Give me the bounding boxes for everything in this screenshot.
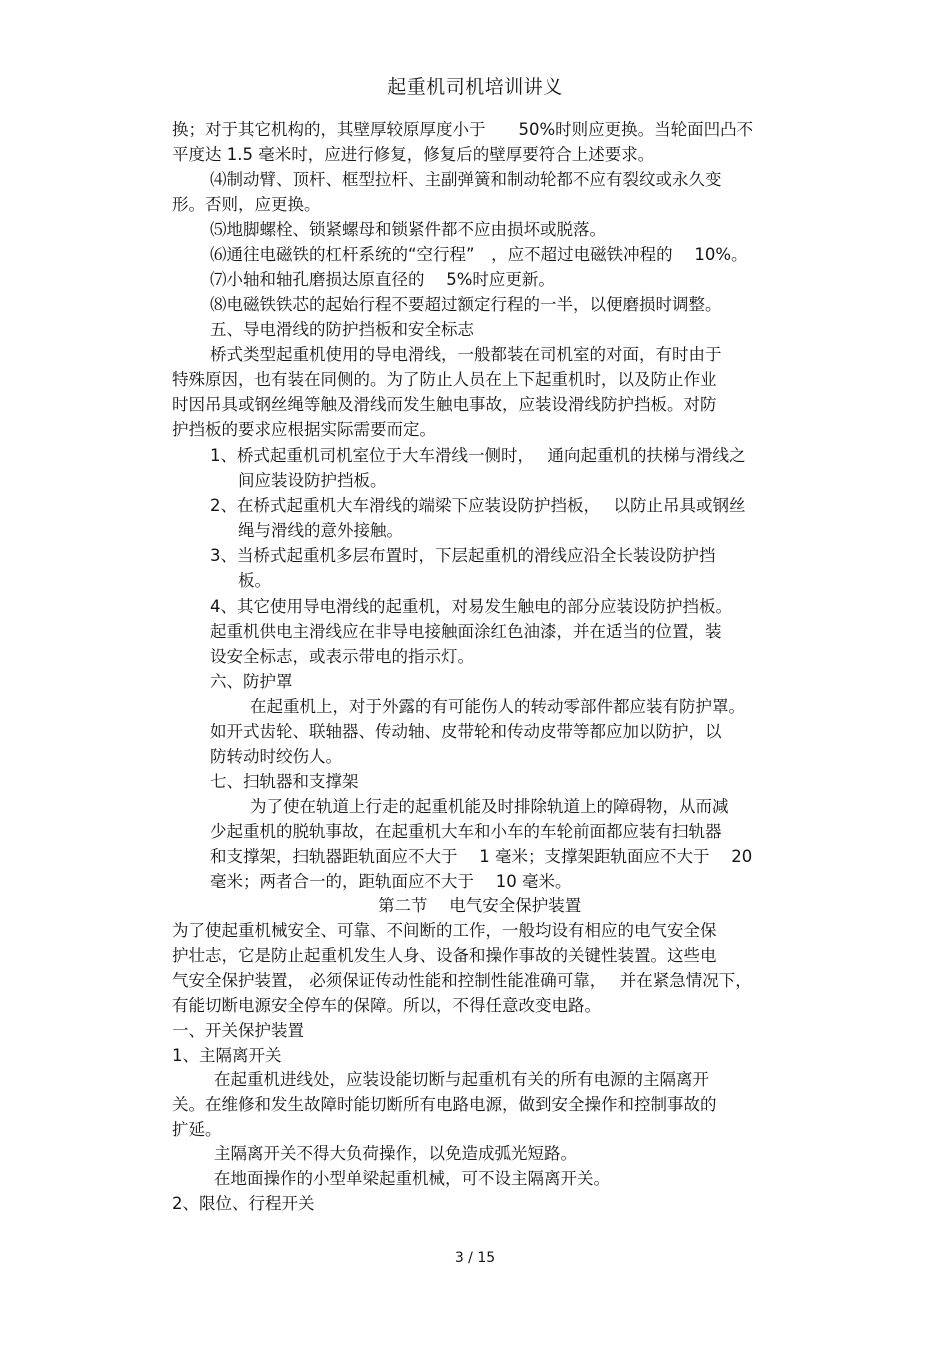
text-line: ⑷制动臂、顶杆、框型拉杆、主副弹簧和制动轮都不应有裂纹或永久变 bbox=[210, 170, 722, 189]
section-heading: 一、开关保护装置 bbox=[172, 1021, 304, 1040]
subsection-heading: 1、主隔离开关 bbox=[172, 1046, 282, 1065]
text-line: 设安全标志，或表示带电的指示灯。 bbox=[210, 647, 474, 666]
text-line: 为了使起重机械安全、可靠、不间断的工作，一般均设有相应的电气安全保 bbox=[172, 921, 717, 940]
text-line: ⑹通往电磁铁的杠杆系统的“空行程” ，应不超过电磁铁冲程的 10%。 bbox=[210, 245, 748, 264]
section-heading: 七、扫轨器和支撑架 bbox=[210, 772, 359, 791]
text-line: 护挡板的要求应根据实际需要而定。 bbox=[172, 420, 436, 439]
text-line: 毫米；两者合一的，距轨面应不大于 10 毫米。 bbox=[210, 872, 572, 891]
text-line: 平度达 1.5 毫米时，应进行修复，修复后的壁厚要符合上述要求。 bbox=[172, 145, 655, 164]
list-item: 1、桥式起重机司机室位于大车滑线一侧时， 通向起重机的扶梯与滑线之 bbox=[210, 446, 746, 465]
list-item: 3、当桥式起重机多层布置时，下层起重机的滑线应沿全长装设防护挡 bbox=[210, 546, 716, 565]
text-line: 主隔离开关不得大负荷操作，以免造成弧光短路。 bbox=[214, 1144, 577, 1163]
text-line: 扩延。 bbox=[172, 1120, 222, 1139]
section-heading: 五、导电滑线的防护挡板和安全标志 bbox=[210, 320, 474, 339]
text-line: 少起重机的脱轨事故，在起重机大车和小车的车轮前面都应装有扫轨器 bbox=[210, 822, 722, 841]
text-line: 板。 bbox=[238, 571, 271, 590]
text-line: 防转动时绞伤人。 bbox=[210, 747, 342, 766]
text-line: 有能切断电源安全停车的保障。所以，不得任意改变电路。 bbox=[172, 996, 601, 1015]
list-item: 4、其它使用导电滑线的起重机，对易发生触电的部分应装设防护挡板。 bbox=[210, 597, 732, 616]
text-line: 换；对于其它机构的，其壁厚较原厚度小于 50%时则应更换。当轮面凹凸不 bbox=[172, 120, 754, 139]
text-line: 在起重机上，对于外露的有可能伤人的转动零部件都应装有防护罩。 bbox=[250, 697, 745, 716]
text-line: ⑸地脚螺栓、锁紧螺母和锁紧件都不应由损坏或脱落。 bbox=[210, 220, 606, 239]
text-line: 为了使在轨道上行走的起重机能及时排除轨道上的障碍物，从而减 bbox=[250, 797, 729, 816]
chapter-heading: 第二节 电气安全保护装置 bbox=[378, 896, 582, 915]
text-line: ⑻电磁铁铁芯的起始行程不要超过额定行程的一半，以便磨损时调整。 bbox=[210, 295, 722, 314]
text-line: 绳与滑线的意外接触。 bbox=[238, 521, 403, 540]
text-line: 在起重机进线处，应装设能切断与起重机有关的所有电源的主隔离开 bbox=[214, 1070, 709, 1089]
text-line: 和支撑架，扫轨器距轨面应不大于 1 毫米；支撑架距轨面应不大于 20 bbox=[210, 847, 753, 866]
page-number: 3 / 15 bbox=[454, 1250, 496, 1266]
text-line: 间应装设防护挡板。 bbox=[238, 471, 387, 490]
text-line: 形。否则，应更换。 bbox=[172, 195, 321, 214]
section-heading: 六、防护罩 bbox=[210, 672, 293, 691]
text-line: 气安全保护装置， 必须保证传动性能和控制性能准确可靠， 并在紧急情况下， bbox=[172, 971, 752, 990]
page-header: 起重机司机培训讲义 bbox=[387, 76, 563, 98]
subsection-heading: 2、限位、行程开关 bbox=[172, 1194, 315, 1213]
text-line: ⑺小轴和轴孔磨损达原直径的 5%时应更新。 bbox=[210, 270, 555, 289]
text-line: 桥式类型起重机使用的导电滑线，一般都装在司机室的对面，有时由于 bbox=[210, 345, 722, 364]
text-line: 护壮志，它是防止起重机发生人身、设备和操作事故的关键性装置。这些电 bbox=[172, 946, 717, 965]
text-line: 在地面操作的小型单梁起重机械，可不设主隔离开关。 bbox=[214, 1169, 610, 1188]
text-line: 特殊原因，也有装在同侧的。为了防止人员在上下起重机时，以及防止作业 bbox=[172, 370, 717, 389]
text-line: 如开式齿轮、联轴器、传动轴、皮带轮和传动皮带等都应加以防护，以 bbox=[210, 722, 722, 741]
list-item: 2、在桥式起重机大车滑线的端梁下应装设防护挡板， 以防止吊具或钢丝 bbox=[210, 496, 746, 515]
text-line: 时因吊具或钢丝绳等触及滑线而发生触电事故，应装设滑线防护挡板。对防 bbox=[172, 395, 717, 414]
text-line: 关。在维修和发生故障时能切断所有电路电源，做到安全操作和控制事故的 bbox=[172, 1095, 717, 1114]
text-line: 起重机供电主滑线应在非导电接触面涂红色油漆，并在适当的位置，装 bbox=[210, 622, 722, 641]
